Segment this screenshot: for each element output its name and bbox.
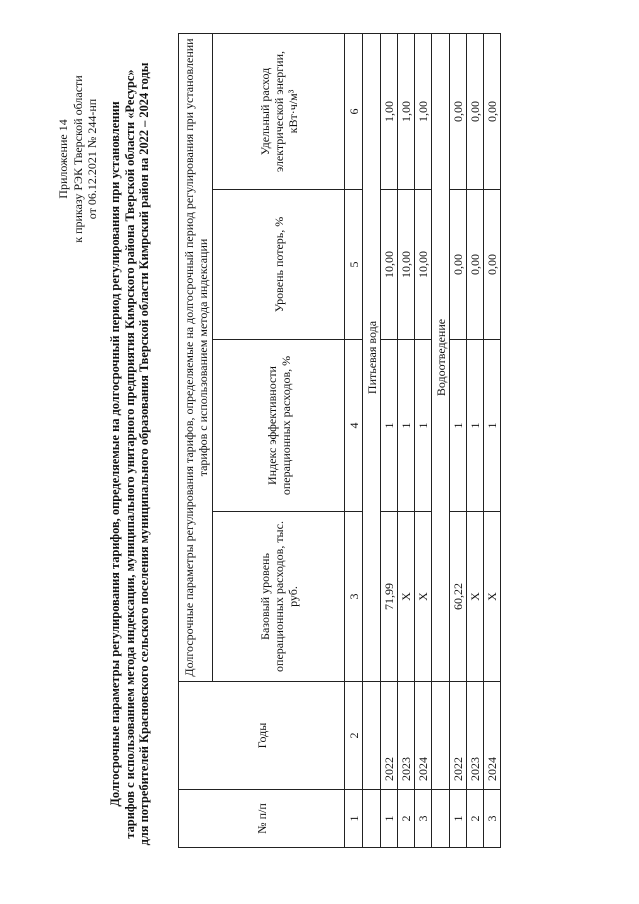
row-base: Х <box>415 512 432 682</box>
section-title-water: Питьевая вода <box>363 33 381 681</box>
row-loss: 0,00 <box>450 190 467 340</box>
appendix-date: от 06.12.2021 № 244-нп <box>85 98 99 220</box>
appendix-block <box>56 34 100 284</box>
row-num: 3 <box>484 790 501 848</box>
col-number: 4 <box>345 340 363 512</box>
table-row <box>381 33 398 847</box>
row-index: 1 <box>381 340 398 512</box>
row-loss: 10,00 <box>381 190 398 340</box>
row-energy: 1,00 <box>415 33 432 189</box>
row-energy: 0,00 <box>450 33 467 189</box>
table-row <box>415 33 432 847</box>
row-num: 2 <box>398 790 415 848</box>
row-loss: 10,00 <box>398 190 415 340</box>
row-year: 2023 <box>398 682 415 790</box>
row-loss: 0,00 <box>484 190 501 340</box>
header-base: Базовый уровень операционных расходов, тыс. руб. <box>213 512 345 682</box>
heading-line-3: для потребителей Красновского сельского поселения муниципального образования Тверской области Кимрский район на 2022 – 2024 годы <box>137 62 151 846</box>
row-base: Х <box>484 512 501 682</box>
row-index: 1 <box>484 340 501 512</box>
header-num: № п/п <box>179 790 345 848</box>
row-base: Х <box>467 512 484 682</box>
row-num: 3 <box>415 790 432 848</box>
row-index: 1 <box>398 340 415 512</box>
col-number: 3 <box>345 512 363 682</box>
parameters-table <box>178 33 501 848</box>
section-row-sewerage <box>432 33 450 847</box>
row-year: 2022 <box>450 682 467 790</box>
header-loss: Уровень потерь, % <box>213 190 345 340</box>
appendix-order: к приказу РЭК Тверской области <box>70 75 85 243</box>
row-year: 2024 <box>415 682 432 790</box>
header-years: Годы <box>179 682 345 790</box>
col-number: 1 <box>345 790 363 848</box>
row-energy: 0,00 <box>484 33 501 189</box>
table-row <box>467 33 484 847</box>
row-index: 1 <box>415 340 432 512</box>
heading-line-2: тарифов с использованием метода индексации, муниципального унитарного предприятия Кимрского района Тверской области «Ресурс» <box>122 69 137 839</box>
table-row <box>450 33 467 847</box>
row-year: 2022 <box>381 682 398 790</box>
row-num: 1 <box>381 790 398 848</box>
row-year: 2024 <box>484 682 501 790</box>
row-num: 2 <box>467 790 484 848</box>
section-row-water <box>363 33 381 847</box>
col-number: 2 <box>345 682 363 790</box>
row-base: 60,22 <box>450 512 467 682</box>
heading-line-1: Долгосрочные параметры регулирования тарифов, определяемые на долгосрочный период регулирования при установлении <box>108 101 122 807</box>
row-energy: 1,00 <box>381 33 398 189</box>
row-index: 1 <box>450 340 467 512</box>
appendix-title: Приложение 14 <box>56 119 70 199</box>
row-energy: 0,00 <box>467 33 484 189</box>
header-energy: Удельный расход электрической энергии, кВт·ч/м³ <box>213 33 345 189</box>
table-row <box>484 33 501 847</box>
row-base: Х <box>398 512 415 682</box>
col-number: 6 <box>345 33 363 189</box>
table-row <box>398 33 415 847</box>
header-group: Долгосрочные параметры регулирования тарифов, определяемые на долгосрочный период регулирования при установлении тарифов с использованием метода индексации <box>179 33 213 681</box>
row-loss: 10,00 <box>415 190 432 340</box>
document-heading <box>108 34 152 874</box>
row-loss: 0,00 <box>467 190 484 340</box>
column-number-row <box>345 33 363 847</box>
row-num: 1 <box>450 790 467 848</box>
header-index: Индекс эффективности операционных расходов, % <box>213 340 345 512</box>
section-title-sewerage: Водоотведение <box>432 33 450 681</box>
row-index: 1 <box>467 340 484 512</box>
col-number: 5 <box>345 190 363 340</box>
row-year: 2023 <box>467 682 484 790</box>
row-base: 71,99 <box>381 512 398 682</box>
row-energy: 1,00 <box>398 33 415 189</box>
